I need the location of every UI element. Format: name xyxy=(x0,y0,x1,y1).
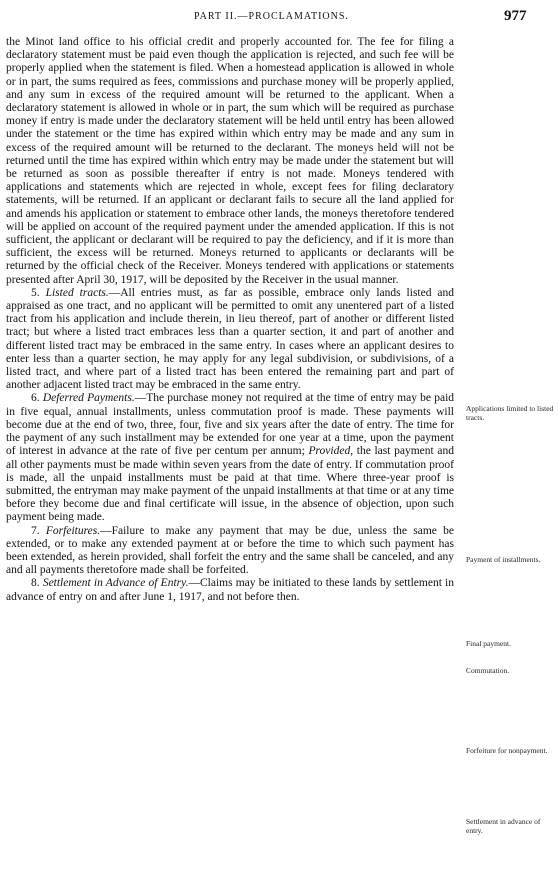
paragraph-number: 6. xyxy=(31,392,40,405)
body-text xyxy=(6,36,454,604)
paragraph-5-listed-tracts xyxy=(6,287,454,393)
page-header xyxy=(0,8,558,28)
paragraph-number: 8. xyxy=(31,577,40,590)
paragraph-text: , the last payment and all other payments must be made within seven years from the date of entry. If commutation proof is made, all the unpaid installments must be paid at that time. Where three-year proof is submitted, the entryman may make payment of the unpaid installments at that time or at any time before they become due and final certificate will issue, in the absence of objection, upon such payment being made. xyxy=(6,445,454,524)
section-heading: Listed tracts. xyxy=(45,286,109,299)
paragraph-text: —Claims may be initiated to these lands by settlement in advance of entry on and after June 1, 1917, and not before then. xyxy=(6,577,455,603)
margin-note-applications-limited: Applications limited to listed tracts. xyxy=(466,404,554,422)
running-title: PART II.—PROCLAMATIONS. xyxy=(194,11,349,22)
paragraph-number: 5. xyxy=(31,286,40,299)
paragraph-continued: the Minot land office to his official credit and properly accounted for. The fee for filing a declaratory statement must be paid even though the application is rejected, and such fee will be properly applied when the statement is filed. When a homestead application is allowed in whole or in part, the sums required as fees, commissions and purchase money will be properly applied, and any sum in excess of the required amount will be returned to the applicant. When a declaratory statement is allowed in whole or in part, the sum which will be required as purchase money if entry is made under the declaratory statement will be held until entry has been allowed under the statement or the time has expired within which entry may be made and any sum in excess of the required amount will be returned to the declarant. The moneys held will not be returned until the time has expired within which entry may be made under the statement but will be returned as soon as possible thereafter if entry is not made. Moneys tendered with applications and statements which are rejected in whole, except fees for filing declaratory statements, will be returned. If an applicant or declarant fails to secure all the land applied for and amends his application or statement to embrace other lands, the moneys theretofore tendered will be applied on account of the required payment under the amended application. If this is not sufficient, the applicant or declarant will be required to pay the deficiency, and if it is more than sufficient, the excess will be returned. Moneys returned to applicants or declarants will be returned by the official check of the Receiver. Moneys tendered with applications or statements presented after April 30, 1917, will be deposited by the Receiver in the usual manner. xyxy=(6,36,454,286)
paragraph-text: —All entries must, as far as possible, embrace only lands listed and appraised as one tract, and no applicant will be permitted to omit any unentered part of a listed tract from his application and include therein, in lieu thereof, part of another or different listed tract; but where a listed tract embraces less than a quarter section, it and part of another and different listed tract may be embraced in the same entry. In cases where an applicant desires to enter less than a quarter section, he may apply for any legal subdivision, or subdivisions, of a listed tract, and where part of a listed tract has been entered the remaining part and part of another adjacent listed tract may be embraced in the same entry. xyxy=(6,286,455,392)
margin-note-settlement: Settlement in advance of entry. xyxy=(466,817,541,835)
margin-note-forfeiture: Forfeiture for nonpayment. xyxy=(466,746,548,755)
section-heading: Forfeitures. xyxy=(45,524,101,537)
page-number: 977 xyxy=(504,8,527,24)
paragraph-8-settlement xyxy=(6,577,454,603)
margin-note-final-payment: Final payment. xyxy=(466,639,511,648)
margin-note-payment-of-installments: Payment of installments. xyxy=(466,555,541,564)
section-heading: Settlement in Advance of Entry. xyxy=(42,577,189,590)
paragraph-text: —Failure to make any payment that may be due, unless the same be extended, or to make any extended payment at or before the time to which such payment has been extended, as herein provided, shall forfeit the entry and the same shall be canceled, and any and all payments theretofore made shall be forfeited. xyxy=(6,524,454,577)
section-heading: Deferred Payments. xyxy=(42,392,135,405)
paragraph-6-deferred-payments xyxy=(6,392,454,524)
paragraph-number: 7. xyxy=(31,524,40,537)
provided-keyword: Provided xyxy=(308,445,351,458)
margin-note-commutation: Commutation. xyxy=(466,666,510,675)
paragraph-text: —The purchase money not required at the time of entry may be paid in five equal, annual installments, unless commutation proof is made. These payments will become due at the end of two, three, four, five and six years after the date of entry. The time for the payment of any such installment may be extended for one year at a time, upon the payment of interest in advance at the rate of five per centum per annum; xyxy=(6,392,455,458)
paragraph-7-forfeitures xyxy=(6,525,454,578)
